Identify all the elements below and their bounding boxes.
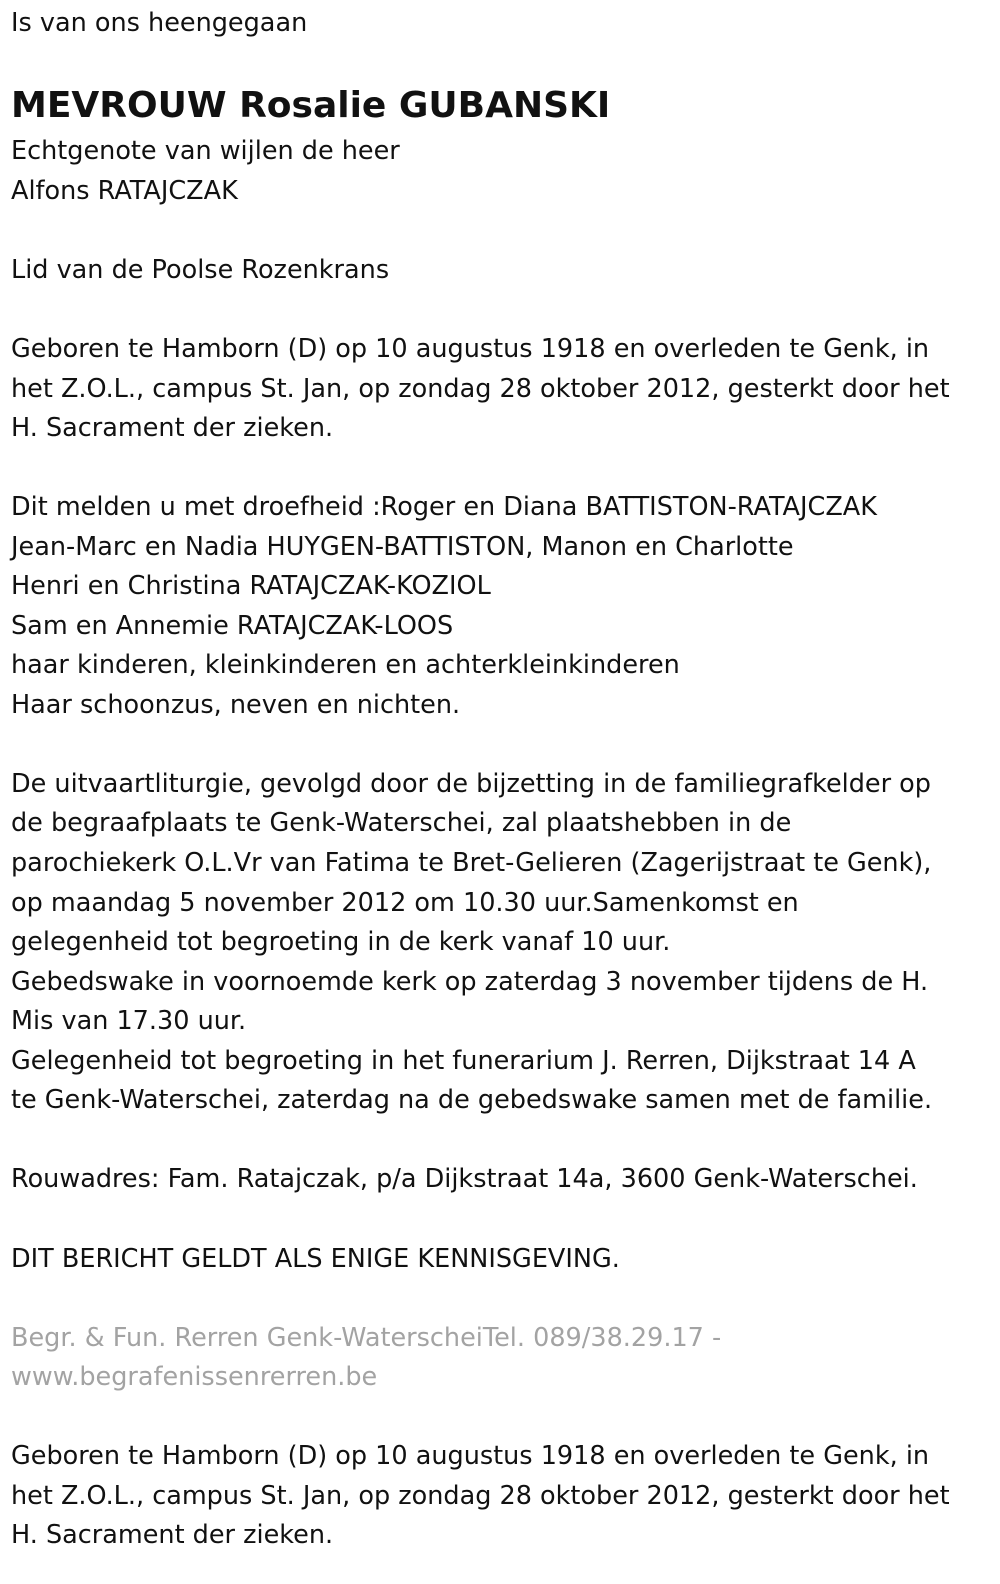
spouse-line: Echtgenote van wijlen de heer xyxy=(11,136,400,166)
family-line: haar kinderen, kleinkinderen en achterkleinkinderen xyxy=(11,650,680,680)
notice-text: DIT BERICHT GELDT ALS ENIGE KENNISGEVING. xyxy=(11,1244,620,1274)
funeral-line: op maandag 5 november 2012 om 10.30 uur.Samenkomst en xyxy=(11,888,799,918)
family-line: Sam en Annemie RATAJCZAK-LOOS xyxy=(11,611,454,641)
funeral-line: Mis van 17.30 uur. xyxy=(11,1006,247,1036)
funeral-line: parochiekerk O.L.Vr van Fatima te Bret-Gelieren (Zagerijstraat te Genk), xyxy=(11,848,932,878)
birth-death-repeat-line: het Z.O.L., campus St. Jan, op zondag 28 oktober 2012, gesterkt door het xyxy=(11,1481,950,1511)
intro-text: Is van ons heengegaan xyxy=(11,8,308,38)
funeral-line: De uitvaartliturgie, gevolgd door de bijzetting in de familiegrafkelder op xyxy=(11,769,931,799)
family-line: Dit melden u met droefheid :Roger en Diana BATTISTON-RATAJCZAK xyxy=(11,492,877,522)
birth-death-repeat-line: H. Sacrament der zieken. xyxy=(11,1520,334,1550)
birth-death-line: Geboren te Hamborn (D) op 10 augustus 1918 en overleden te Genk, in xyxy=(11,334,930,364)
undertaker-website: www.begrafenissenrerren.be xyxy=(11,1362,378,1392)
funeral-line: Gebedswake in voornoemde kerk op zaterdag 3 november tijdens de H. xyxy=(11,967,929,997)
deceased-name: MEVROUW Rosalie GUBANSKI xyxy=(11,85,611,126)
birth-death-repeat-line: Geboren te Hamborn (D) op 10 augustus 1918 en overleden te Genk, in xyxy=(11,1441,930,1471)
family-line: Henri en Christina RATAJCZAK-KOZIOL xyxy=(11,571,491,601)
family-line: Jean-Marc en Nadia HUYGEN-BATTISTON, Manon en Charlotte xyxy=(11,532,794,562)
birth-death-line: het Z.O.L., campus St. Jan, op zondag 28 oktober 2012, gesterkt door het xyxy=(11,374,950,404)
family-line: Haar schoonzus, neven en nichten. xyxy=(11,690,461,720)
funeral-line: gelegenheid tot begroeting in de kerk vanaf 10 uur. xyxy=(11,927,671,957)
funeral-line: Gelegenheid tot begroeting in het funerarium J. Rerren, Dijkstraat 14 A xyxy=(11,1046,916,1076)
membership-text: Lid van de Poolse Rozenkrans xyxy=(11,255,390,285)
mourning-address: Rouwadres: Fam. Ratajczak, p/a Dijkstraat 14a, 3600 Genk-Waterschei. xyxy=(11,1164,918,1194)
funeral-line: de begraafplaats te Genk-Waterschei, zal plaatshebben in de xyxy=(11,808,792,838)
undertaker-line: Begr. & Fun. Rerren Genk-WaterscheiTel. 089/38.29.17 - xyxy=(11,1323,722,1353)
spouse-name: Alfons RATAJCZAK xyxy=(11,176,238,206)
funeral-line: te Genk-Waterschei, zaterdag na de gebedswake samen met de familie. xyxy=(11,1085,933,1115)
birth-death-line: H. Sacrament der zieken. xyxy=(11,413,334,443)
